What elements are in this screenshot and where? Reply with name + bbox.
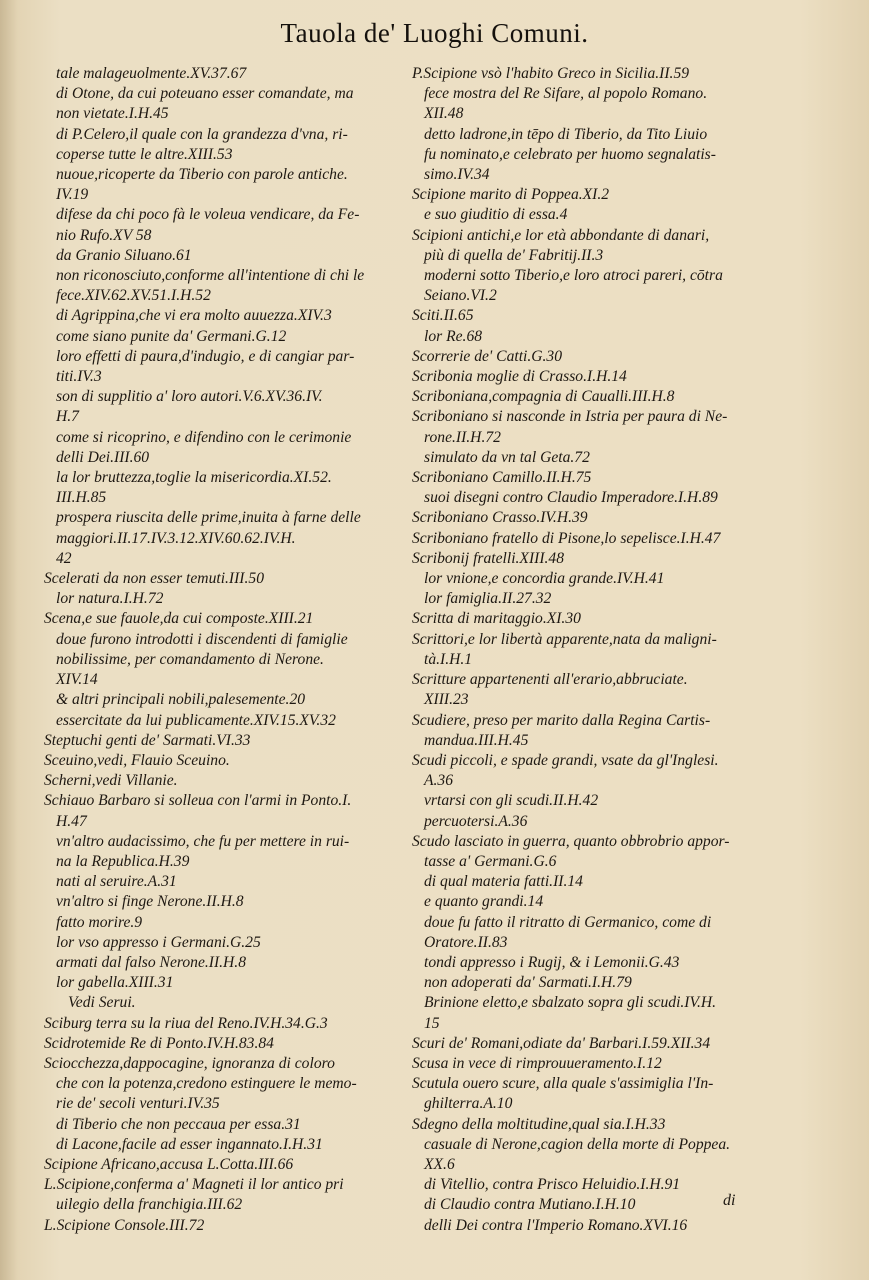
- index-entry: non adoperati da' Sarmati.I.H.79: [424, 974, 632, 992]
- index-entry: Sciti.II.65: [412, 307, 474, 325]
- index-entry: vn'altro audacissimo, che fu per mettere in rui-: [56, 832, 350, 850]
- index-entry: delli Dei contra l'Imperio Romano.XVI.16: [424, 1216, 688, 1234]
- index-entry: loro effetti di paura,d'indugio, e di cangiar par-: [56, 347, 355, 365]
- index-entry: tale malageuolmente.XV.37.67: [56, 65, 247, 82]
- index-entry: suoi disegni contro Claudio Imperadore.I.H.89: [424, 489, 718, 507]
- index-entry: Scorrerie de' Catti.G.30: [412, 347, 563, 365]
- index-entry: mandua.III.H.45: [424, 731, 529, 749]
- index-entry: Sdegno della moltitudine,qual sia.I.H.33: [412, 1115, 666, 1133]
- index-entry: na la Republica.H.39: [56, 852, 190, 870]
- index-entry: rie de' secoli venturi.IV.35: [56, 1095, 220, 1113]
- index-entry: Oratore.II.83: [424, 933, 508, 951]
- index-entry: titi.IV.3: [56, 368, 102, 386]
- index-entry: Sciburg terra su la riua del Reno.IV.H.34.G.3: [44, 1014, 328, 1032]
- index-entry: di Tiberio che non peccaua per essa.31: [56, 1115, 301, 1133]
- index-entry: lor vso appresso i Germani.G.25: [56, 933, 261, 951]
- index-entry: che con la potenza,credono estinguere le memo-: [56, 1075, 357, 1093]
- index-entry: Scusa in vece di rimprouueramento.I.12: [412, 1054, 662, 1072]
- index-entry: percuotersi.A.36: [424, 812, 528, 830]
- index-entry: Scribonij fratelli.XIII.48: [412, 549, 565, 567]
- index-entry: Scudo lasciato in guerra, quanto obbrobrio appor-: [412, 832, 730, 850]
- index-entry: e suo giuditio di essa.4: [424, 206, 568, 224]
- index-entry: Scidrotemide Re di Ponto.IV.H.83.84: [44, 1034, 274, 1052]
- index-entry: Scriboniano Camillo.II.H.75: [412, 469, 592, 487]
- index-entry: tondi appresso i Rugij, & i Lemonii.G.43: [424, 953, 680, 971]
- index-entry: Scipione marito di Poppea.XI.2: [412, 186, 610, 204]
- index-entry: III.H.85: [56, 489, 107, 507]
- index-entry: Scherni,vedi Villanie.: [44, 772, 178, 790]
- index-entry: più di quella de' Fabritij.II.3: [424, 246, 604, 264]
- index-entry: tasse a' Germani.G.6: [424, 852, 557, 870]
- index-entry: moderni sotto Tiberio,e loro atroci pareri, cōtra: [424, 267, 723, 285]
- index-entry: armati dal falso Nerone.II.H.8: [56, 953, 247, 971]
- index-entry: Schiauo Barbaro si solleua con l'armi in Ponto.I.: [44, 792, 352, 810]
- index-entry: Vedi Serui.: [68, 994, 136, 1012]
- index-entry: fu nominato,e celebrato per huomo segnalatis-: [424, 145, 716, 163]
- index-entry: Scuri de' Romani,odiate da' Barbari.I.59.XII.34: [412, 1034, 711, 1052]
- index-entry: ghilterra.A.10: [424, 1095, 513, 1113]
- index-entry: Scelerati da non esser temuti.III.50: [44, 570, 264, 588]
- index-entry: lor natura.I.H.72: [56, 590, 164, 608]
- index-entry: Steptuchi genti de' Sarmati.VI.33: [44, 731, 251, 749]
- index-entry: Scriboniano Crasso.IV.H.39: [412, 509, 588, 527]
- index-entry: & altri principali nobili,palesemente.20: [56, 691, 306, 709]
- index-entry: Scipioni antichi,e lor età abbondante di danari,: [412, 226, 710, 244]
- index-entry: H.47: [56, 812, 87, 830]
- index-entry: lor vnione,e concordia grande.IV.H.41: [424, 570, 665, 588]
- index-entry: H.7: [56, 408, 79, 426]
- index-entry: Scudi piccoli, e spade grandi, vsate da gl'Inglesi.: [412, 751, 719, 769]
- index-entry: XII.48: [424, 105, 464, 123]
- index-entry: Scena,e sue fauole,da cui composte.XIII.21: [44, 610, 314, 628]
- index-entry: Scrittori,e lor libertà apparente,nata da maligni-: [412, 630, 717, 648]
- index-entry: fece.XIV.62.XV.51.I.H.52: [56, 287, 211, 305]
- index-entry: di P.Celero,il quale con la grandezza d'vna, ri-: [56, 125, 348, 143]
- index-entry: non vietate.I.H.45: [56, 105, 169, 123]
- index-entry: difese da chi poco fà le voleua vendicare, da Fe-: [56, 206, 360, 224]
- index-entry: coperse tutte le altre.XIII.53: [56, 145, 233, 163]
- index-entry: e quanto grandi.14: [424, 893, 544, 911]
- index-entry: lor Re.68: [424, 327, 483, 345]
- right-index-column: [412, 64, 784, 1236]
- index-entry: come si ricoprino, e difendino con le cerimonie: [56, 428, 352, 446]
- index-entry: Seiano.VI.2: [424, 287, 497, 305]
- index-entry: doue fu fatto il ritratto di Germanico, come di: [424, 913, 712, 931]
- index-entry: uilegio della franchigia.III.62: [56, 1196, 243, 1214]
- index-entry: di Claudio contra Mutiano.I.H.10: [424, 1196, 636, 1214]
- index-entry: Scriboniana,compagnia di Caualli.III.H.8: [412, 388, 675, 406]
- index-entry: L.Scipione,conferma a' Magneti il lor antico pri: [44, 1176, 344, 1194]
- index-entry: di Otone, da cui poteuano esser comandate, ma: [56, 85, 354, 103]
- index-entry: 15: [424, 1014, 440, 1032]
- index-entry: Scudiere, preso per marito dalla Regina Cartis-: [412, 711, 711, 729]
- page-header: Tauola de' Luoghi Comuni.: [280, 18, 589, 48]
- index-entry: 42: [56, 549, 72, 567]
- index-entry: XIV.14: [56, 671, 98, 689]
- index-entry: simulato da vn tal Geta.72: [424, 448, 590, 466]
- index-entry: delli Dei.III.60: [56, 448, 150, 466]
- index-entry: la lor bruttezza,toglie la misericordia.XI.52.: [56, 469, 332, 487]
- index-entry: doue furono introdotti i discendenti di famiglie: [56, 630, 348, 648]
- index-entry: vrtarsi con gli scudi.II.H.42: [424, 792, 599, 810]
- index-entry: nio Rufo.XV 58: [56, 226, 152, 244]
- index-entry: IV.19: [56, 186, 89, 204]
- index-entry: di Lacone,facile ad esser ingannato.I.H.31: [56, 1135, 323, 1153]
- index-entry: Scritture appartenenti all'erario,abbruciate.: [412, 671, 688, 689]
- index-entry: simo.IV.34: [424, 166, 490, 184]
- index-entry: di Agrippina,che vi era molto auuezza.XIV.3: [56, 307, 332, 325]
- index-entry: prospera riuscita delle prime,inuita à farne delle: [56, 509, 361, 527]
- index-entry: di qual materia fatti.II.14: [424, 873, 583, 891]
- index-entry: Sceuino,vedi, Flauio Sceuino.: [44, 751, 230, 769]
- index-entry: son di supplitio a' loro autori.V.6.XV.36.IV.: [56, 388, 323, 406]
- index-entry: tà.I.H.1: [424, 650, 473, 668]
- left-index-column: [44, 64, 424, 1236]
- index-entry: detto ladrone,in tēpo di Tiberio, da Tito Liuio: [424, 125, 708, 143]
- index-entry: Scribonia moglie di Crasso.I.H.14: [412, 368, 627, 386]
- index-entry: Scutula ouero scure, alla quale s'assimiglia l'In-: [412, 1075, 714, 1093]
- index-entry: Scriboniano si nasconde in Istria per paura di Ne-: [412, 408, 728, 426]
- index-entry: Scipione Africano,accusa L.Cotta.III.66: [44, 1155, 294, 1173]
- index-entry: nuoue,ricoperte da Tiberio con parole antiche.: [56, 166, 348, 184]
- index-entry: L.Scipione Console.III.72: [44, 1216, 205, 1234]
- index-entry: non riconosciuto,conforme all'intentione di chi le: [56, 267, 365, 285]
- index-entry: maggiori.II.17.IV.3.12.XIV.60.62.IV.H.: [56, 529, 296, 547]
- index-entry: Scriboniano fratello di Pisone,lo sepelisce.I.H.47: [412, 529, 721, 547]
- catchword: di: [723, 1192, 736, 1209]
- index-entry: come siano punite da' Germani.G.12: [56, 327, 287, 345]
- index-entry: essercitate da lui publicamente.XIV.15.XV.32: [56, 711, 336, 729]
- index-entry: P.Scipione vsò l'habito Greco in Sicilia.II.59: [412, 65, 690, 82]
- index-entry: nobilissime, per comandamento di Nerone.: [56, 650, 324, 668]
- index-entry: fece mostra del Re Sifare, al popolo Romano.: [424, 85, 708, 103]
- index-entry: Sciocchezza,dappocagine, ignoranza di coloro: [44, 1054, 335, 1072]
- index-entry: lor famiglia.II.27.32: [424, 590, 552, 608]
- index-entry: di Vitellio, contra Prisco Heluidio.I.H.91: [424, 1176, 681, 1194]
- index-entry: XX.6: [424, 1155, 455, 1173]
- index-entry: da Granio Siluano.61: [56, 246, 192, 264]
- index-entry: XIII.23: [424, 691, 469, 709]
- index-entry: lor gabella.XIII.31: [56, 974, 174, 992]
- index-entry: Brinione eletto,e sbalzato sopra gli scudi.IV.H.: [424, 994, 717, 1012]
- index-entry: Scritta di maritaggio.XI.30: [412, 610, 581, 628]
- index-entry: nati al seruire.A.31: [56, 873, 177, 891]
- index-entry: casuale di Nerone,cagion della morte di Poppea.: [424, 1135, 731, 1153]
- index-entry: rone.II.H.72: [424, 428, 501, 446]
- index-entry: A.36: [424, 772, 454, 790]
- index-entry: fatto morire.9: [56, 913, 143, 931]
- index-entry: vn'altro si finge Nerone.II.H.8: [56, 893, 244, 911]
